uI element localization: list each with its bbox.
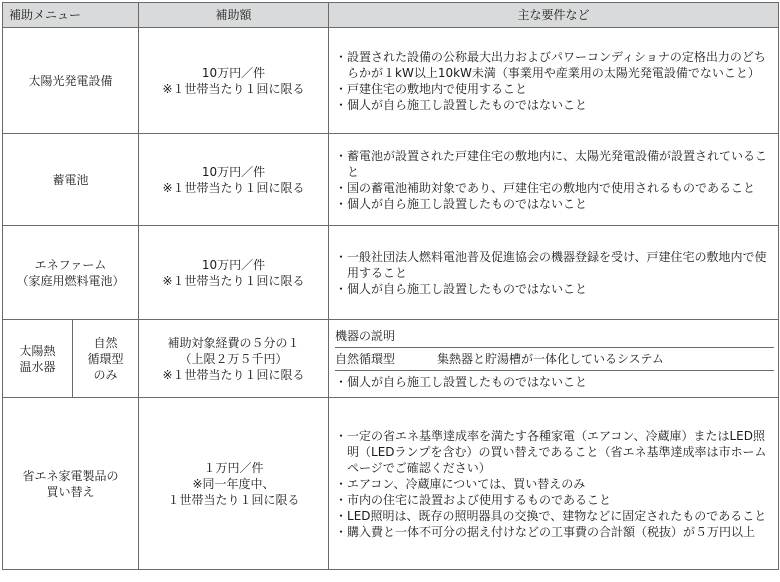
amount-cell xyxy=(139,320,329,398)
requirements-cell xyxy=(329,320,779,398)
amount-note: ※１世帯当たり１回に限る xyxy=(162,367,305,382)
submenu-name: 自然 xyxy=(93,335,118,350)
requirement-item: ・ 個人が自ら施工し設置したものではないこと xyxy=(335,97,774,113)
requirement-item: ・ 一定の省エネ基準達成率を満たす各種家電（エアコン、冷蔵庫）またはLED照明（LEDランプを含む）の買い替えであること（省エネ基準達成率は市ホームページでご確認ください） xyxy=(335,428,774,476)
header-menu: 補助メニュー xyxy=(3,3,139,28)
requirement-item: ・ 市内の住宅に設置および使用するものであること xyxy=(335,492,774,508)
menu-cell xyxy=(3,398,139,570)
requirement-item: ・ 蓄電池が設置された戸建住宅の敷地内に、太陽光発電設備が設置されていること xyxy=(335,148,774,180)
menu-name: 温水器 xyxy=(19,359,56,374)
menu-name: エネファーム xyxy=(34,257,107,272)
equipment-heading: 機器の説明 xyxy=(335,328,774,348)
requirement-item: ・ 個人が自ら施工し設置したものではないこと xyxy=(335,374,774,390)
requirement-item: ・ 個人が自ら施工し設置したものではないこと xyxy=(335,196,774,212)
requirement-item: ・ 購入費と一体不可分の据え付けなどの工事費の合計額（税抜）が５万円以上 xyxy=(335,524,774,540)
requirement-item: ・ 個人が自ら施工し設置したものではないこと xyxy=(335,281,774,297)
submenu-name: 循環型 xyxy=(87,351,124,366)
requirement-item: ・ エアコン、冷蔵庫については、買い替えのみ xyxy=(335,476,774,492)
table-row-appliances xyxy=(3,398,779,570)
menu-cell xyxy=(3,320,73,398)
table-row-solar-water-heater xyxy=(3,320,779,398)
amount-value: １万円／件 xyxy=(203,460,264,475)
requirements-cell xyxy=(329,226,779,320)
amount-value: 補助対象経費の５分の１ xyxy=(167,335,300,350)
table-header-row xyxy=(3,3,779,28)
equipment-desc: 集熱器と貯湯槽が一体化しているシステム xyxy=(437,351,664,366)
menu-cell xyxy=(3,134,139,226)
subsidy-table xyxy=(2,2,779,570)
requirements-cell xyxy=(329,28,779,134)
equipment-type: 自然循環型 xyxy=(335,351,396,366)
menu-name: 蓄電池 xyxy=(52,172,89,187)
submenu-name: のみ xyxy=(93,367,118,382)
menu-name: 太陽熱 xyxy=(19,343,56,358)
requirement-item: ・ 戸建住宅の敷地内で使用すること xyxy=(335,81,774,97)
amount-note: ※１世帯当たり１回に限る xyxy=(162,180,305,195)
amount-note: ※同一年度中、 xyxy=(192,476,275,491)
amount-value: 10万円／件 xyxy=(201,164,266,179)
amount-cell xyxy=(139,226,329,320)
amount-cell xyxy=(139,134,329,226)
requirement-item: ・ 設置された設備の公称最大出力およびパワーコンディショナの定格出力のどちらかが１kW以上10kW未満（事業用や産業用の太陽光発電設備でないこと） xyxy=(335,49,774,81)
menu-name: 太陽光発電設備 xyxy=(28,73,113,88)
amount-note: ※１世帯当たり１回に限る xyxy=(162,273,305,288)
amount-value: 10万円／件 xyxy=(201,65,266,80)
table-row-enefarm xyxy=(3,226,779,320)
table-row-solar xyxy=(3,28,779,134)
header-requirements: 主な要件など xyxy=(329,3,779,28)
amount-cell xyxy=(139,28,329,134)
amount-limit: （上限２万５千円） xyxy=(179,351,288,366)
header-amount: 補助額 xyxy=(139,3,329,28)
table-row-battery xyxy=(3,134,779,226)
amount-note: ※１世帯当たり１回に限る xyxy=(162,81,305,96)
amount-note: １世帯当たり１回に限る xyxy=(167,492,300,507)
menu-cell xyxy=(3,28,139,134)
requirements-cell xyxy=(329,134,779,226)
requirement-item: ・ 一般社団法人燃料電池普及促進協会の機器登録を受け、戸建住宅の敷地内で使用すること xyxy=(335,249,774,281)
equipment-description xyxy=(335,351,774,371)
amount-value: 10万円／件 xyxy=(201,257,266,272)
requirement-item: ・ 国の蓄電池補助対象であり、戸建住宅の敷地内で使用されるものであること xyxy=(335,180,774,196)
amount-cell xyxy=(139,398,329,570)
menu-name: 買い替え xyxy=(46,484,95,499)
requirements-cell xyxy=(329,398,779,570)
requirement-item: ・ LED照明は、既存の照明器具の交換で、建物などに固定されたものであること xyxy=(335,508,774,524)
menu-cell xyxy=(3,226,139,320)
submenu-cell xyxy=(73,320,139,398)
menu-name-sub: （家庭用燃料電池） xyxy=(16,273,125,288)
menu-name: 省エネ家電製品の xyxy=(22,468,119,483)
